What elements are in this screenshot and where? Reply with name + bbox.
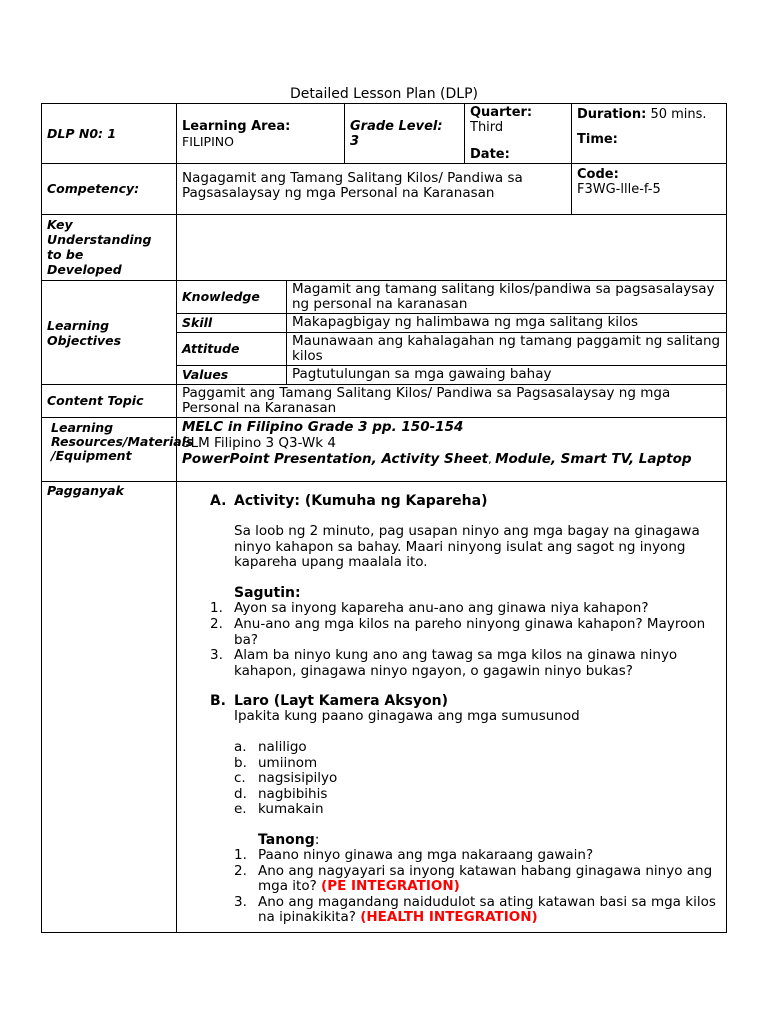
key-understanding-row bbox=[42, 215, 727, 281]
competency-row bbox=[42, 164, 727, 215]
competency-value-cell bbox=[177, 164, 572, 215]
learning-objectives-label-cell bbox=[42, 281, 177, 385]
objective-type-label: Knowledge bbox=[177, 281, 287, 314]
quarter-value: Third bbox=[470, 120, 504, 135]
section-b-intro: Ipakita kung paano ginagawa ang mga sumusunod bbox=[234, 708, 580, 725]
objective-value: Maunawaan ang kahalagahan ng tamang paggamit ng salitang kilos bbox=[287, 333, 727, 366]
section-b bbox=[210, 694, 721, 926]
list-item: c. nagsisipilyo bbox=[234, 770, 338, 787]
resources-label: Learning Resources/Materials /Equipment bbox=[51, 420, 194, 463]
list-item: d. nagbibihis bbox=[234, 785, 328, 802]
section-a-heading: A. Activity: (Kumuha ng Kapareha) bbox=[210, 493, 488, 509]
quarter-cell bbox=[465, 104, 572, 164]
objective-value: Magamit ang tamang salitang kilos/pandiwa sa pagsasalaysay ng personal na karanasan bbox=[287, 281, 727, 314]
tanong-questions bbox=[234, 848, 721, 926]
objective-type-label: Skill bbox=[177, 314, 287, 333]
list-item: a. naliligo bbox=[234, 738, 307, 755]
competency-label: Competency: bbox=[47, 181, 140, 196]
key-understanding-value bbox=[177, 215, 727, 281]
duration-label: Duration: bbox=[577, 107, 647, 122]
content-topic-row bbox=[42, 385, 727, 418]
health-integration-tag: (HEALTH INTEGRATION) bbox=[360, 909, 538, 926]
grade-level-value: 3 bbox=[350, 133, 360, 149]
list-item: 3. Alam ba ninyo kung ano ang tawag sa mga kilos na ginawa ninyo kahapon, ginagawa ninyo ngayon, o gagawin ninyo bukas? bbox=[210, 647, 678, 679]
objective-row-knowledge bbox=[42, 281, 727, 314]
list-item: 3. Ano ang magandang naidudulot sa ating katawan basi sa mga kilos na ipinakikita? (HEALTH INTEGRATION) bbox=[234, 893, 716, 926]
objective-type-label: Values bbox=[177, 366, 287, 385]
list-item: 2. Anu-ano ang mga kilos na pareho ninyong ginawa kahapon? Mayroon ba? bbox=[210, 615, 706, 648]
objective-type-label: Attitude bbox=[177, 333, 287, 366]
objective-value: Pagtutulungan sa mga gawaing bahay bbox=[287, 366, 727, 385]
section-a bbox=[210, 494, 721, 679]
pagganyak-label: Pagganyak bbox=[47, 483, 124, 498]
document-title: Detailed Lesson Plan (DLP) bbox=[289, 86, 478, 102]
list-item: b. umiinom bbox=[234, 754, 318, 771]
code-label: Code: bbox=[577, 167, 619, 182]
key-understanding-label: Key Understanding to be Developed bbox=[47, 217, 152, 277]
section-a-paragraph: Sa loob ng 2 minuto, pag usapan ninyo ang mga bagay na ginagawa ninyo kahapon sa bahay. Maari ninyong isulat ang sagot ng inyong kapareha upang maalala ito. bbox=[234, 523, 700, 571]
date-label: Date: bbox=[470, 147, 510, 162]
pe-integration-tag: (PE INTEGRATION) bbox=[321, 878, 460, 895]
duration-cell bbox=[572, 104, 727, 164]
objective-value: Makapagbigay ng halimbawa ng mga salitang kilos bbox=[287, 314, 727, 333]
content-topic-value: Paggamit ang Tamang Salitang Kilos/ Pandiwa sa Pagsasalaysay ng mga Personal na Karanasan bbox=[182, 385, 671, 416]
sagutin-label: Sagutin: bbox=[234, 584, 301, 601]
dlp-number: DLP N0: 1 bbox=[47, 125, 117, 141]
resources-melc: MELC in Filipino Grade 3 pp. 150-154 bbox=[182, 419, 464, 435]
resources-slm: SLM Filipino 3 Q3-Wk 4 bbox=[182, 435, 336, 451]
list-item: 1. Ayon sa inyong kapareha anu-ano ang ginawa niya kahapon? bbox=[210, 600, 649, 617]
resources-row bbox=[42, 418, 727, 482]
resources-equipment: PowerPoint Presentation, Activity Sheet, Module, Smart TV, Laptop bbox=[182, 451, 692, 467]
list-item: 2. Ano ang nagyayari sa inyong katawan habang ginagawa ninyo ang mga ito? (PE INTEGRATION) bbox=[234, 862, 713, 895]
learning-area-label: Learning Area: bbox=[182, 118, 291, 134]
pagganyak-content bbox=[177, 482, 727, 933]
grade-level-cell bbox=[345, 104, 465, 164]
list-item: e. kumakain bbox=[234, 801, 324, 818]
competency-value: Nagagamit ang Tamang Salitang Kilos/ Pandiwa sa Pagsasalaysay ng mga Personal na Karanasan bbox=[182, 170, 523, 201]
content-topic-label-cell bbox=[42, 385, 177, 418]
lesson-plan-table bbox=[41, 103, 727, 933]
action-list bbox=[234, 740, 721, 818]
competency-label-cell bbox=[42, 164, 177, 215]
section-b-heading: B. Laro (Layt Kamera Aksyon) bbox=[210, 693, 448, 710]
resources-value-cell bbox=[177, 418, 727, 482]
content-topic-label: Content Topic bbox=[47, 393, 144, 408]
learning-objectives-label: Learning Objectives bbox=[47, 317, 122, 348]
tanong-label: Tanong: bbox=[258, 831, 320, 848]
grade-level-label: Grade Level: bbox=[350, 118, 443, 134]
header-row bbox=[42, 104, 727, 164]
key-understanding-label-cell bbox=[42, 215, 177, 281]
resources-label-cell bbox=[42, 418, 194, 482]
learning-area-value: FILIPINO bbox=[182, 133, 234, 149]
quarter-label: Quarter: bbox=[470, 105, 533, 120]
pagganyak-row bbox=[42, 482, 727, 933]
time-label: Time: bbox=[577, 132, 618, 147]
dlp-number-cell bbox=[42, 104, 177, 164]
list-item: 1. Paano ninyo ginawa ang mga nakaraang gawain? bbox=[234, 846, 594, 863]
pagganyak-label-cell bbox=[42, 482, 177, 933]
code-cell bbox=[572, 164, 727, 215]
duration-value: 50 mins. bbox=[650, 107, 707, 122]
learning-area-cell bbox=[177, 104, 345, 164]
sagutin-questions bbox=[210, 601, 721, 679]
content-topic-value-cell bbox=[177, 385, 727, 418]
code-value: F3WG-llle-f-5 bbox=[577, 182, 661, 197]
